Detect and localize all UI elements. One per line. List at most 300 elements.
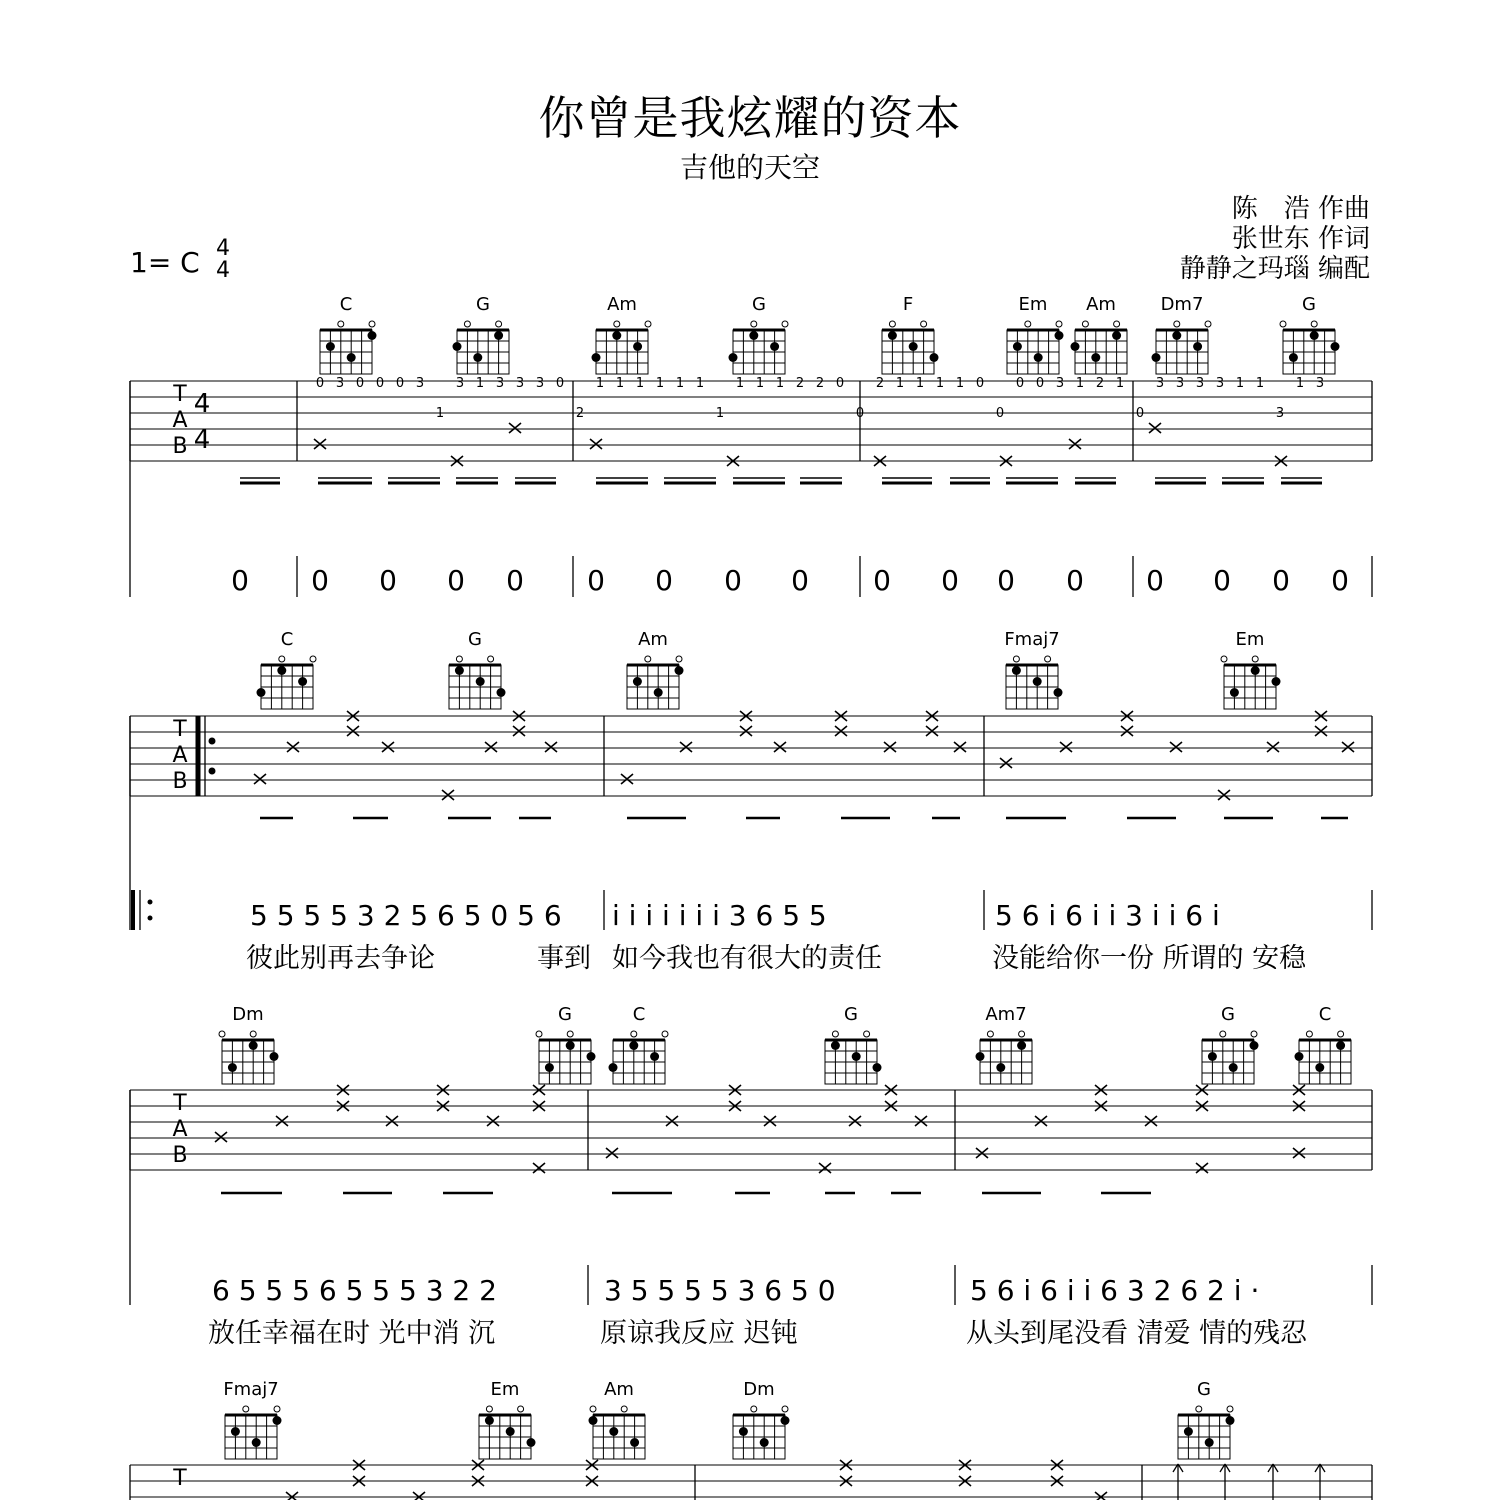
chord-finger-dot xyxy=(1250,1041,1259,1050)
chord-finger-dot xyxy=(633,342,642,351)
open-string-mark xyxy=(1338,1031,1344,1037)
tab-time-top: 4 xyxy=(193,389,211,419)
chord-finger-dot xyxy=(654,688,663,697)
chord-finger-dot xyxy=(612,331,621,340)
tab-strum-x xyxy=(1196,1163,1208,1173)
chord-finger-dot xyxy=(1091,353,1100,362)
chord-name: Dm xyxy=(232,1004,264,1025)
tab-strum-x xyxy=(1145,1116,1157,1126)
open-string-mark xyxy=(1174,321,1180,327)
tab-fret-number: 2 xyxy=(875,376,885,391)
chord-name: C xyxy=(632,1004,646,1025)
tab-strum-x xyxy=(1035,1116,1047,1126)
chord-finger-dot xyxy=(1229,1063,1238,1072)
chord-diagram-am xyxy=(627,629,684,709)
chord-finger-dot xyxy=(347,353,356,362)
tab-fret-number: 1 xyxy=(675,376,685,391)
chord-finger-dot xyxy=(589,1416,598,1425)
open-string-mark xyxy=(1227,1406,1233,1412)
jianpu-note: 0 xyxy=(231,564,249,597)
open-string-mark xyxy=(1082,321,1088,327)
tab-letter-t: T xyxy=(173,1466,187,1491)
tab-fret-number: 1 xyxy=(1235,376,1245,391)
tab-strum-x xyxy=(764,1116,776,1126)
chord-finger-dot xyxy=(633,677,642,686)
chord-finger-dot xyxy=(270,1052,279,1061)
chord-finger-dot xyxy=(996,1063,1005,1072)
tab-strum-x xyxy=(1267,742,1279,752)
tab-strum-x xyxy=(485,742,497,752)
open-string-mark xyxy=(1019,1031,1025,1037)
chord-diagram-g xyxy=(1202,1004,1259,1084)
tab-strum-x xyxy=(1000,758,1012,768)
chord-diagram-c xyxy=(1295,1004,1352,1084)
chord-finger-dot xyxy=(629,1041,638,1050)
jianpu-note: 0 xyxy=(873,564,891,597)
chord-diagram-dm xyxy=(733,1379,790,1459)
tab-strum-x xyxy=(774,742,786,752)
chord-finger-dot xyxy=(1033,677,1042,686)
chord-finger-dot xyxy=(1013,342,1022,351)
chord-finger-dot xyxy=(1315,1063,1324,1072)
tab-fret-number: 1 xyxy=(1295,376,1305,391)
chord-finger-dot xyxy=(1336,1041,1345,1050)
chord-finger-dot xyxy=(609,1063,618,1072)
tab-fret-number: 3 xyxy=(1195,376,1205,391)
chord-finger-dot xyxy=(1208,1052,1217,1061)
tab-fret-number: 0 xyxy=(375,376,385,391)
open-string-mark xyxy=(274,1406,280,1412)
chord-name: Em xyxy=(490,1379,520,1400)
chord-finger-dot xyxy=(277,666,286,675)
jianpu-phrase: 5 5 5 5 3 2 5 6 5 0 5 6 xyxy=(250,899,562,932)
tab-strum-x xyxy=(509,423,521,433)
open-string-mark xyxy=(889,321,895,327)
tab-fret-number: 1 xyxy=(1255,376,1265,391)
chord-finger-dot xyxy=(1184,1427,1193,1436)
jianpu-note: 0 xyxy=(311,564,329,597)
tab-strum-x xyxy=(314,439,326,449)
song-title: 你曾是我炫耀的资本 xyxy=(538,91,962,145)
chord-diagram-dm7 xyxy=(1152,294,1212,374)
jianpu-note: 0 xyxy=(1146,564,1164,597)
tab-letter-t: T xyxy=(173,382,187,407)
tab-staff-2 xyxy=(130,716,1372,796)
tab-letter-a: A xyxy=(172,743,188,768)
tab-fret-number: 0 xyxy=(555,376,565,391)
chord-finger-dot xyxy=(566,1041,575,1050)
chord-finger-dot xyxy=(1251,666,1260,675)
tab-strum-x xyxy=(1170,742,1182,752)
tab-letter-b: B xyxy=(172,1143,188,1168)
composer-credit: 陈 浩 作曲 xyxy=(1231,194,1370,224)
open-string-mark xyxy=(1056,321,1062,327)
chord-finger-dot xyxy=(630,1438,639,1447)
open-string-mark xyxy=(676,656,682,662)
chord-finger-dot xyxy=(770,342,779,351)
chord-diagram-c xyxy=(609,1004,669,1084)
chord-diagram-am xyxy=(592,294,652,374)
chord-name: C xyxy=(339,294,353,315)
chord-finger-dot xyxy=(257,688,266,697)
tab-fret-number: 0 xyxy=(1015,376,1025,391)
arranger-credit: 静静之玛瑙 编配 xyxy=(1179,254,1370,284)
open-string-mark xyxy=(1196,1406,1202,1412)
tab-fret-number: 0 xyxy=(1135,406,1145,421)
chord-finger-dot xyxy=(1034,353,1043,362)
chord-finger-dot xyxy=(1152,353,1161,362)
tab-letter-b: B xyxy=(172,434,188,459)
open-string-mark xyxy=(1251,1031,1257,1037)
tab-fret-number: 1 xyxy=(635,376,645,391)
chord-diagram-fmaj7 xyxy=(223,1379,281,1459)
chord-diagram-em xyxy=(479,1379,536,1459)
tab-strum-x xyxy=(287,742,299,752)
open-string-mark xyxy=(536,1031,542,1037)
open-string-mark xyxy=(279,656,285,662)
tab-staff-3 xyxy=(130,1090,1372,1170)
tab-strum-x xyxy=(590,439,602,449)
chord-finger-dot xyxy=(592,353,601,362)
tab-fret-number: 0 xyxy=(315,376,325,391)
chord-diagram-g xyxy=(449,629,506,709)
chord-finger-dot xyxy=(231,1427,240,1436)
chord-name: G xyxy=(752,294,766,315)
chord-diagram-em xyxy=(1007,294,1064,374)
chord-diagram-g xyxy=(1178,1379,1235,1459)
open-string-mark xyxy=(782,321,788,327)
chord-name: Fmaj7 xyxy=(223,1379,279,1400)
open-string-mark xyxy=(614,321,620,327)
open-string-mark xyxy=(1221,656,1227,662)
chord-finger-dot xyxy=(326,342,335,351)
tab-fret-number: 0 xyxy=(835,376,845,391)
chord-name: Am xyxy=(604,1379,634,1400)
tab-strum-x xyxy=(1121,726,1133,736)
open-string-mark xyxy=(1013,656,1019,662)
open-string-mark xyxy=(921,321,927,327)
open-string-mark xyxy=(1280,321,1286,327)
tab-fret-number: 1 xyxy=(775,376,785,391)
chord-finger-dot xyxy=(368,331,377,340)
chord-finger-dot xyxy=(252,1438,261,1447)
tab-letter-t: T xyxy=(173,1091,187,1116)
tab-strum-x xyxy=(1342,742,1354,752)
open-string-mark xyxy=(338,321,344,327)
repeat-dot xyxy=(148,900,153,905)
open-string-mark xyxy=(864,1031,870,1037)
chord-finger-dot xyxy=(1055,331,1064,340)
chord-diagram-g xyxy=(1280,294,1340,374)
tab-fret-number: 3 xyxy=(415,376,425,391)
tab-fret-number: 3 xyxy=(1215,376,1225,391)
chord-finger-dot xyxy=(1172,331,1181,340)
chord-diagram-g xyxy=(453,294,510,374)
open-string-mark xyxy=(590,1406,596,1412)
chord-finger-dot xyxy=(587,1052,596,1061)
jianpu-note: 0 xyxy=(1331,564,1349,597)
open-string-mark xyxy=(243,1406,249,1412)
tab-fret-number: 1 xyxy=(435,406,445,421)
tab-fret-number: 1 xyxy=(915,376,925,391)
lyric-phrase: 事到 xyxy=(537,943,591,974)
tab-fret-number: 2 xyxy=(1095,376,1105,391)
chord-finger-dot xyxy=(249,1041,258,1050)
chord-finger-dot xyxy=(298,677,307,686)
open-string-mark xyxy=(782,1406,788,1412)
tab-strum-x xyxy=(382,742,394,752)
chord-name: Dm7 xyxy=(1160,294,1204,315)
tab-fret-number: 1 xyxy=(1115,376,1125,391)
chord-finger-dot xyxy=(497,688,506,697)
chord-finger-dot xyxy=(675,666,684,675)
jianpu-phrase: 5 6 i 6 i i 3 i i 6 i xyxy=(995,899,1220,932)
chord-name: Am xyxy=(607,294,637,315)
chord-finger-dot xyxy=(1289,353,1298,362)
chord-name: Fmaj7 xyxy=(1004,629,1060,650)
tab-fret-number: 2 xyxy=(815,376,825,391)
tab-strum-x xyxy=(276,1116,288,1126)
tab-strum-x xyxy=(835,726,847,736)
tab-fret-number: 1 xyxy=(1075,376,1085,391)
chord-diagram-fmaj7 xyxy=(1004,629,1062,709)
chord-name: C xyxy=(280,629,294,650)
chord-finger-dot xyxy=(1193,342,1202,351)
chord-finger-dot xyxy=(1071,342,1080,351)
tab-fret-number: 3 xyxy=(455,376,465,391)
open-string-mark xyxy=(621,1406,627,1412)
tab-strum-x xyxy=(1069,439,1081,449)
open-string-mark xyxy=(645,656,651,662)
chord-name: Am7 xyxy=(985,1004,1027,1025)
chord-finger-dot xyxy=(888,331,897,340)
chord-name: Am xyxy=(1086,294,1116,315)
chord-finger-dot xyxy=(1112,331,1121,340)
open-string-mark xyxy=(486,1406,492,1412)
song-subtitle: 吉他的天空 xyxy=(679,151,820,184)
tab-strum-x xyxy=(1095,1492,1107,1500)
tab-strum-x xyxy=(915,1116,927,1126)
tab-staff-1 xyxy=(130,381,1372,461)
tab-fret-number: 1 xyxy=(615,376,625,391)
chord-name: G xyxy=(1221,1004,1235,1025)
open-string-mark xyxy=(1252,656,1258,662)
chord-diagram-g xyxy=(825,1004,882,1084)
tab-strum-x xyxy=(740,726,752,736)
chord-diagram-g xyxy=(729,294,789,374)
chord-diagram-am xyxy=(1071,294,1128,374)
tab-strum-x xyxy=(819,1163,831,1173)
lyricist-credit: 张世东 作词 xyxy=(1231,224,1370,254)
chord-diagram-am xyxy=(589,1379,646,1459)
open-string-mark xyxy=(1045,656,1051,662)
tab-fret-number: 0 xyxy=(975,376,985,391)
chord-finger-dot xyxy=(455,666,464,675)
lyric-phrase: 没能给你一份 所谓的 安稳 xyxy=(992,943,1307,974)
chord-finger-dot xyxy=(831,1041,840,1050)
repeat-dot xyxy=(148,916,153,921)
open-string-mark xyxy=(751,1406,757,1412)
jianpu-note: 0 xyxy=(997,564,1015,597)
tab-fret-number: 3 xyxy=(535,376,545,391)
tab-strum-x xyxy=(1060,742,1072,752)
open-string-mark xyxy=(662,1031,668,1037)
jianpu-note: 0 xyxy=(506,564,524,597)
chord-diagram-g xyxy=(536,1004,596,1084)
tab-strum-x xyxy=(254,774,266,784)
chord-finger-dot xyxy=(506,1427,515,1436)
tab-fret-number: 1 xyxy=(755,376,765,391)
chord-finger-dot xyxy=(494,331,503,340)
chord-finger-dot xyxy=(749,331,758,340)
chord-finger-dot xyxy=(760,1438,769,1447)
jianpu-note: 0 xyxy=(724,564,742,597)
chord-finger-dot xyxy=(1310,331,1319,340)
jianpu-note: 0 xyxy=(1272,564,1290,597)
open-string-mark xyxy=(219,1031,225,1037)
tab-strum-x xyxy=(1293,1148,1305,1158)
tab-fret-number: 3 xyxy=(1055,376,1065,391)
tab-strum-x xyxy=(1149,423,1161,433)
tab-fret-number: 3 xyxy=(335,376,345,391)
chord-name: Dm xyxy=(743,1379,775,1400)
open-string-mark xyxy=(567,1031,573,1037)
tab-strum-x xyxy=(545,742,557,752)
chord-diagram-c xyxy=(257,629,317,709)
open-string-mark xyxy=(456,656,462,662)
tab-fret-number: 1 xyxy=(715,406,725,421)
tab-strum-x xyxy=(286,1492,298,1500)
chord-finger-dot xyxy=(650,1052,659,1061)
jianpu-note: 0 xyxy=(791,564,809,597)
repeat-dot xyxy=(209,768,216,775)
tab-strum-x xyxy=(976,1148,988,1158)
jianpu-phrase: 6 5 5 5 6 5 5 5 3 2 2 xyxy=(212,1274,497,1307)
chord-name: Em xyxy=(1235,629,1265,650)
tab-letter-a: A xyxy=(172,408,188,433)
tab-fret-number: 3 xyxy=(515,376,525,391)
tab-strum-x xyxy=(1218,790,1230,800)
lyric-phrase: 从头到尾没看 清爱 情的残忍 xyxy=(966,1318,1308,1349)
open-string-mark xyxy=(496,321,502,327)
jianpu-phrase: 5 6 i 6 i i 6 3 2 6 2 i · xyxy=(970,1274,1260,1307)
jianpu-note: 0 xyxy=(1213,564,1231,597)
tab-letter-b: B xyxy=(172,769,188,794)
open-string-mark xyxy=(250,1031,256,1037)
chord-finger-dot xyxy=(739,1427,748,1436)
open-string-mark xyxy=(464,321,470,327)
tab-fret-number: 1 xyxy=(895,376,905,391)
tab-strum-x xyxy=(606,1148,618,1158)
chord-finger-dot xyxy=(1272,677,1281,686)
chord-finger-dot xyxy=(1054,688,1063,697)
tab-strum-x xyxy=(442,790,454,800)
jianpu-phrase: i i i i i i i 3 6 5 5 xyxy=(612,899,827,932)
tab-strum-x xyxy=(884,742,896,752)
tab-fret-number: 1 xyxy=(955,376,965,391)
tab-strum-x xyxy=(215,1132,227,1142)
open-string-mark xyxy=(1114,321,1120,327)
tab-letter-t: T xyxy=(173,717,187,742)
chord-finger-dot xyxy=(527,1438,536,1447)
chord-name: G xyxy=(468,629,482,650)
chord-finger-dot xyxy=(976,1052,985,1061)
tab-fret-number: 3 xyxy=(495,376,505,391)
open-string-mark xyxy=(631,1031,637,1037)
lyric-phrase: 放任幸福在时 光中消 沉 xyxy=(208,1318,496,1349)
open-string-mark xyxy=(832,1031,838,1037)
tab-fret-number: 0 xyxy=(995,406,1005,421)
open-string-mark xyxy=(488,656,494,662)
chord-finger-dot xyxy=(273,1416,282,1425)
chord-finger-dot xyxy=(1295,1052,1304,1061)
tab-strum-x xyxy=(954,742,966,752)
jianpu-note: 0 xyxy=(1066,564,1084,597)
jianpu-note: 0 xyxy=(655,564,673,597)
open-string-mark xyxy=(310,656,316,662)
tab-strum-x xyxy=(1315,726,1327,736)
open-string-mark xyxy=(987,1031,993,1037)
chord-name: Am xyxy=(638,629,668,650)
jianpu-note: 0 xyxy=(587,564,605,597)
tab-fret-number: 0 xyxy=(395,376,405,391)
tab-fret-number: 3 xyxy=(1175,376,1185,391)
open-string-mark xyxy=(751,321,757,327)
tab-strum-x xyxy=(849,1116,861,1126)
open-string-mark xyxy=(1311,321,1317,327)
chord-diagram-am7 xyxy=(976,1004,1033,1084)
open-string-mark xyxy=(1306,1031,1312,1037)
time-signature-top: 4 xyxy=(216,236,230,261)
tab-fret-number: 1 xyxy=(695,376,705,391)
chord-finger-dot xyxy=(485,1416,494,1425)
tab-letter-a: A xyxy=(172,1117,188,1142)
chord-diagram-c xyxy=(320,294,377,374)
tab-fret-number: 0 xyxy=(355,376,365,391)
open-string-mark xyxy=(645,321,651,327)
tab-fret-number: 1 xyxy=(655,376,665,391)
open-string-mark xyxy=(369,321,375,327)
lyric-phrase: 原谅我反应 迟钝 xyxy=(600,1318,798,1349)
chord-name: Em xyxy=(1018,294,1048,315)
chord-finger-dot xyxy=(873,1063,882,1072)
tab-fret-number: 3 xyxy=(1155,376,1165,391)
open-string-mark xyxy=(1220,1031,1226,1037)
chord-finger-dot xyxy=(609,1427,618,1436)
chord-name: C xyxy=(1318,1004,1332,1025)
chord-finger-dot xyxy=(228,1063,237,1072)
tab-strum-x xyxy=(413,1492,425,1500)
chord-finger-dot xyxy=(1226,1416,1235,1425)
tab-strum-x xyxy=(386,1116,398,1126)
chord-finger-dot xyxy=(453,342,462,351)
tab-fret-number: 0 xyxy=(855,406,865,421)
chord-finger-dot xyxy=(473,353,482,362)
chord-finger-dot xyxy=(545,1063,554,1072)
chord-finger-dot xyxy=(781,1416,790,1425)
chord-name: G xyxy=(476,294,490,315)
tab-strum-x xyxy=(513,726,525,736)
repeat-dot xyxy=(209,738,216,745)
tab-strum-x xyxy=(926,726,938,736)
chord-name: G xyxy=(558,1004,572,1025)
jianpu-note: 0 xyxy=(941,564,959,597)
chord-finger-dot xyxy=(1331,342,1340,351)
open-string-mark xyxy=(1025,321,1031,327)
lyric-phrase: 彼此别再去争论 xyxy=(246,943,435,974)
jianpu-note: 0 xyxy=(379,564,397,597)
chord-finger-dot xyxy=(1017,1041,1026,1050)
